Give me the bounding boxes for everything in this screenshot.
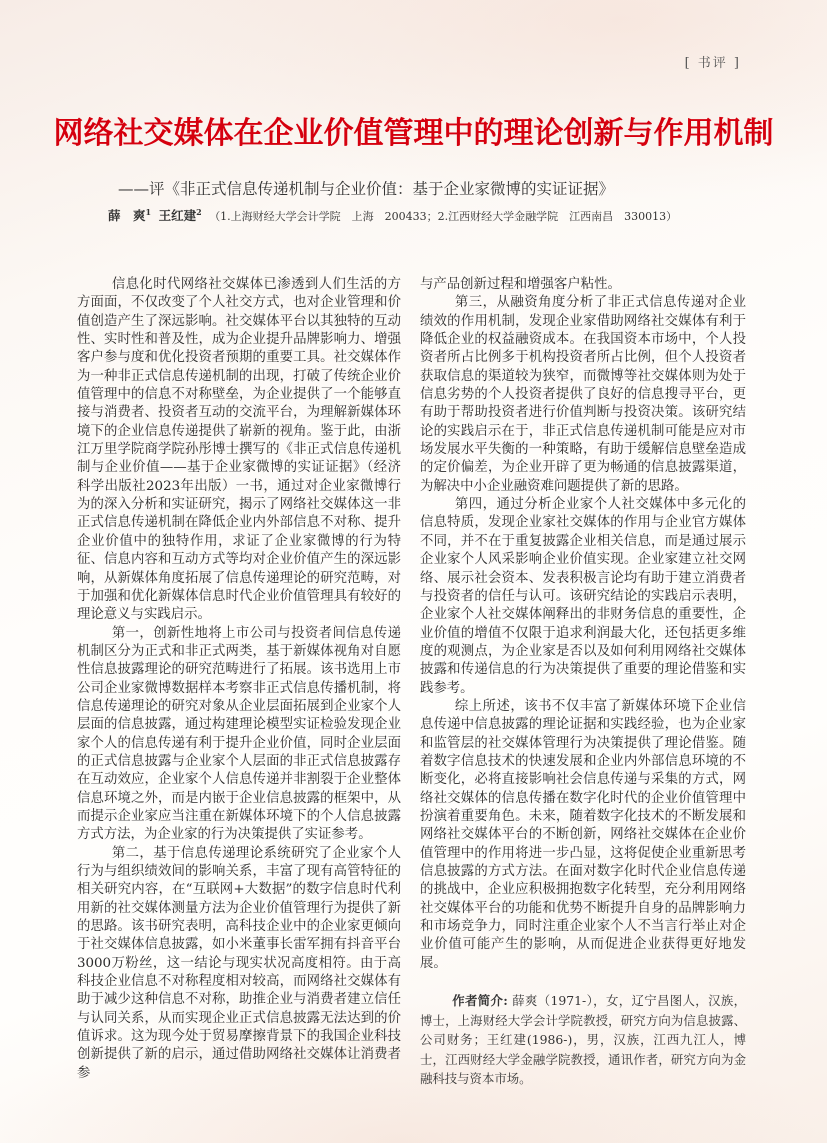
section-tag: [ 书评 ] xyxy=(684,56,741,71)
left-column xyxy=(77,276,401,1083)
affiliations: （1.上海财经大学会计学院 上海 200433；2.江西财经大学金融学院 江西南昌 330013） xyxy=(209,210,678,223)
author2: 王红建 xyxy=(158,208,197,223)
paragraph: 第四，通过分析企业家个人社交媒体中多元化的信息特质，发现企业家社交媒体的作用与企业官方媒体不同，并不在于重复披露企业相关信息，而是通过展示企业家个人风采影响企业价值实现。企业家建立社交网络、展示社会资本、发表积极言论均有助于建立消费者与投资者的信任与认可。该研究结论的实践启示表明，企业家个人社交媒体阐释出的非财务信息的重要性，企业价值的增值不仅限于追求利润最大化，还包括更多维度的观测点，为企业家是否以及如何利用网络社交媒体披露和传递信息的行为决策提供了重要的理论借鉴和实践参考。 xyxy=(420,497,746,696)
author-name xyxy=(108,208,151,223)
right-column xyxy=(420,276,746,1089)
author-line xyxy=(108,206,738,224)
author1: 薛 爽 xyxy=(108,208,146,223)
paragraph: 第三，从融资角度分析了非正式信息传递对企业绩效的作用机制，发现企业家借助网络社交媒体有利于降低企业的权益融资成本。在我国资本市场中，个人投资者所占比例多于机构投资者所占比例，但个人投资者获取信息的渠道较为狭窄，而微博等社交媒体则为处于信息劣势的个人投资者提供了良好的信息搜寻平台，更有助于帮助投资者进行价值判断与投资决策。该研究结论的实践启示在于，非正式信息传递机制可能是应对市场发展水平失衡的一种策略，有助于缓解信息壁垒造成的定价偏差，为企业开辟了更为畅通的信息披露渠道，为解决中小企业融资难问题提供了新的思路。 xyxy=(420,295,746,494)
paragraph: 与产品创新过程和增强客户粘性。 xyxy=(420,277,621,292)
author1-sup: 1 xyxy=(145,206,152,217)
author-bio-text: 薛爽（1971-），女，辽宁昌图人，汉族，博士，上海财经大学会计学院教授，研究方向为信息披露、公司财务；王红建(1986-)，男，汉族，江西九江人，博士，江西财经大学金融学院教授，通讯作者，研究方向为金融科技与资本市场。 xyxy=(420,993,746,1087)
author-bio-label: 作者简介: xyxy=(452,993,508,1009)
article-title: 网络社交媒体在企业价值管理中的理论创新与作用机制 xyxy=(53,116,774,151)
paragraph: 信息化时代网络社交媒体已渗透到人们生活的方方面面，不仅改变了个人社交方式，也对企业管理和价值创造产生了深远影响。社交媒体平台以其独特的互动性、实时性和普及性，成为企业提升品牌影响力、增强客户参与度和优化投资者预期的重要工具。社交媒体作为一种非正式信息传递机制的出现，打破了传统企业价值管理中的信息不对称壁垒，为企业提供了一个能够直接与消费者、投资者互动的交流平台，为理解新媒体环境下的企业信息传递提供了崭新的视角。鉴于此，由浙江万里学院商学院孙彤博士撰写的《非正式信息传递机制与企业价值——基于企业家微博的实证证据》（经济科学出版社2023年出版）一书，通过对企业家微博行为的深入分析和实证研究，揭示了网络社交媒体这一非正式信息传递机制在降低企业内外部信息不对称、提升企业价值中的独特作用，求证了企业家微博的行为特征、信息内容和互动方式等均对企业价值产生的深远影响，从新媒体角度拓展了信息传递理论的研究范畴，对于加强和优化新媒体信息时代企业价值管理具有较好的理论意义与实践启示。 xyxy=(77,277,401,623)
author2-sup: 2 xyxy=(196,206,202,217)
paragraph: 第一，创新性地将上市公司与投资者间信息传递机制区分为正式和非正式两类，基于新媒体视角对自愿性信息披露理论的研究范畴进行了拓展。该书选用上市公司企业家微博数据样本考察非正式信息传播机制，将信息传递理论的研究对象从企业层面拓展到企业家个人层面的信息披露，通过构建理论模型实证检验发现企业家个人的信息传递有利于提升企业价值，同时企业层面的正式信息披露与企业家个人层面的非正式信息披露存在互动效应，企业家个人信息传递并非割裂于企业整体信息环境之外，而是内嵌于企业信息披露的框架中，从而提示企业家应当注重在新媒体环境下的个人信息披露方式方法，为企业家的行为决策提供了实证参考。 xyxy=(77,625,401,843)
paragraph: 第二，基于信息传递理论系统研究了企业家个人行为与组织绩效间的影响关系，丰富了现有高管特征的相关研究内容，在“互联网+大数据”的数字信息时代利用新的社交媒体测量方法为企业价值管理行为提供了新的思路。该书研究表明，高科技企业中的企业家更倾向于社交媒体信息披露，如小米董事长雷军拥有抖音平台3000万粉丝，这一结论与现实状况高度相符。由于高科技企业信息不对称程度相对较高，而网络社交媒体有助于减少这种信息不对称，助推企业与消费者建立信任与认同关系，从而实现企业正式信息披露无法达到的价值诉求。这为现今处于贸易摩擦背景下的我国企业科技创新提供了新的启示，通过借助网络社交媒体让消费者参 xyxy=(77,845,401,1081)
article-subtitle: ——评《非正式信息传递机制与企业价值：基于企业家微博的实证证据》 xyxy=(118,180,615,198)
author-name xyxy=(159,208,202,223)
author-bio xyxy=(420,991,746,1089)
paragraph: 综上所述，该书不仅丰富了新媒体环境下企业信息传递中信息披露的理论证据和实践经验，也为企业家和监管层的社交媒体管理行为决策提供了理论借鉴。随着数字信息技术的快速发展和企业内外部信息环境的不断变化，必将直接影响社会信息传递与采集的方式，网络社交媒体的信息传播在数字化时代的企业价值管理中扮演着重要角色。未来，随着数字化技术的不断发展和网络社交媒体平台的不断创新，网络社交媒体在企业价值管理中的作用将进一步凸显，这将促使企业重新思考信息披露的方式方法。在面对数字化时代企业信息传递的挑战中，企业应积极拥抱数字化转型，充分利用网络社交媒体平台的功能和优势不断提升自身的品牌影响力和市场竞争力，同时注重企业家个人不当言行举止对企业价值可能产生的影响，从而促进企业获得更好地发展。 xyxy=(420,698,746,971)
